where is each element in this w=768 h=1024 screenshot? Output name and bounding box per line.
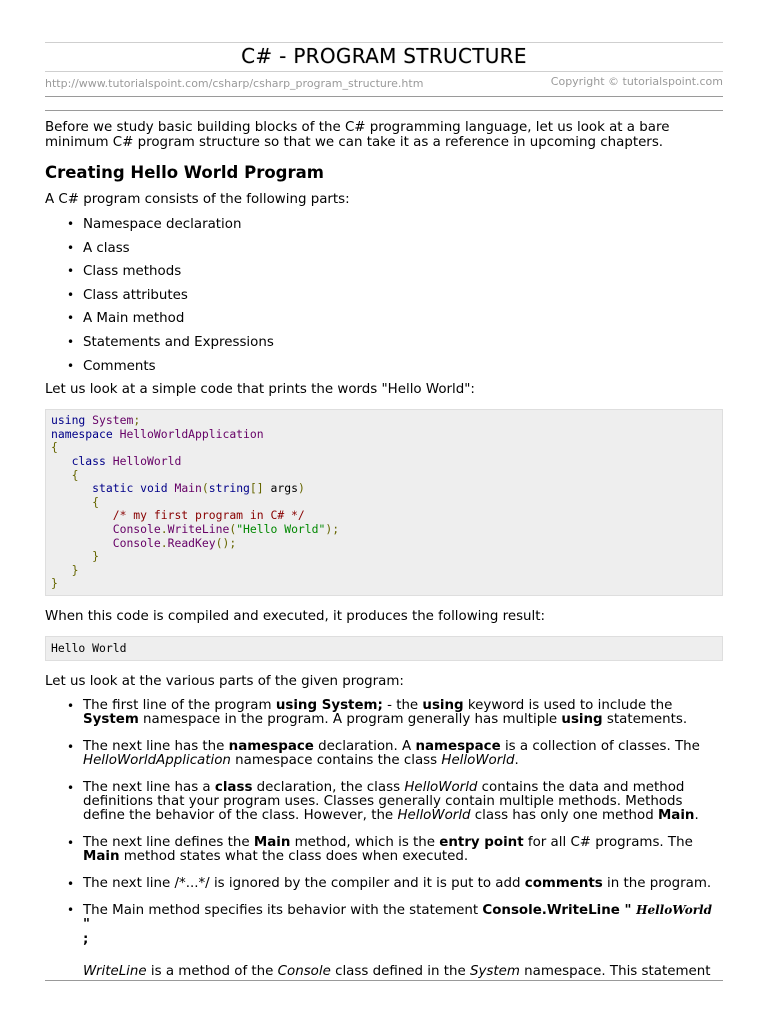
- parts-intro: A C# program consists of the following parts:: [45, 192, 350, 207]
- output-block: Hello World: [45, 636, 723, 661]
- list-item: • The next line has a class declaration, the class HelloWorld contains the data and method definitions that your program uses. Classes generally contain multiple methods. Methods define the behavior of the class. However, the HelloWorld class has only one method Main.: [45, 781, 723, 824]
- list-item: • Namespace declaration: [45, 217, 723, 232]
- copyright-notice: Copyright © tutorialspoint.com: [550, 75, 723, 88]
- document-page: [45, 42, 723, 981]
- list-item: • Class methods: [45, 264, 723, 279]
- list-item: • Comments: [45, 359, 723, 374]
- source-bar: [45, 72, 723, 97]
- code-intro: Let us look at a simple code that prints the words "Hello World":: [45, 382, 475, 398]
- article-body: [45, 120, 723, 981]
- list-item: • A Main method: [45, 311, 723, 326]
- list-item: • Statements and Expressions: [45, 335, 723, 350]
- parts-list: [45, 217, 723, 374]
- list-item: • The Main method specifies its behavior with the statement Console.WriteLine " HelloWorld " ; WriteLine is a method of the Console class defined in the System namespace. This statement: [45, 903, 723, 980]
- list-item: • The next line has the namespace declaration. A namespace is a collection of classes. The HelloWorldApplication namespace contains the class HelloWorld.: [45, 740, 723, 769]
- intro-paragraph: Before we study basic building blocks of the C# programming language, let us look at a bare minimum C# program structure so that we can take it as a reference in upcoming chapters.: [45, 120, 670, 150]
- list-item: • Class attributes: [45, 288, 723, 303]
- source-url[interactable]: http://www.tutorialspoint.com/csharp/csharp_program_structure.htm: [45, 77, 424, 90]
- section-heading: Creating Hello World Program: [45, 163, 324, 182]
- list-item: • The next line /*...*/ is ignored by the compiler and it is put to add comments in the program.: [45, 877, 723, 891]
- code-block: using System; namespace HelloWorldApplication { class HelloWorld { static void Main(string[] args) { /* my first program in C# */ Console.WriteLine("Hello World"); Console.ReadKey(); } } }: [45, 409, 723, 596]
- writeline-paragraph: WriteLine is a method of the Console class defined in the System namespace. This statement: [83, 964, 711, 980]
- header-divider: [45, 97, 723, 111]
- list-item: • A class: [45, 241, 723, 256]
- explanation-list: [45, 699, 723, 980]
- parts-desc-intro: Let us look at the various parts of the given program:: [45, 673, 404, 689]
- list-item: • The next line defines the Main method, which is the entry point for all C# programs. The Main method states what the class does when executed.: [45, 836, 723, 865]
- list-item: • The first line of the program using System; - the using keyword is used to include the System namespace in the program. A program generally has multiple using statements.: [45, 699, 723, 728]
- result-intro: When this code is compiled and executed, it produces the following result:: [45, 608, 546, 624]
- page-title: C# - PROGRAM STRUCTURE: [45, 42, 723, 72]
